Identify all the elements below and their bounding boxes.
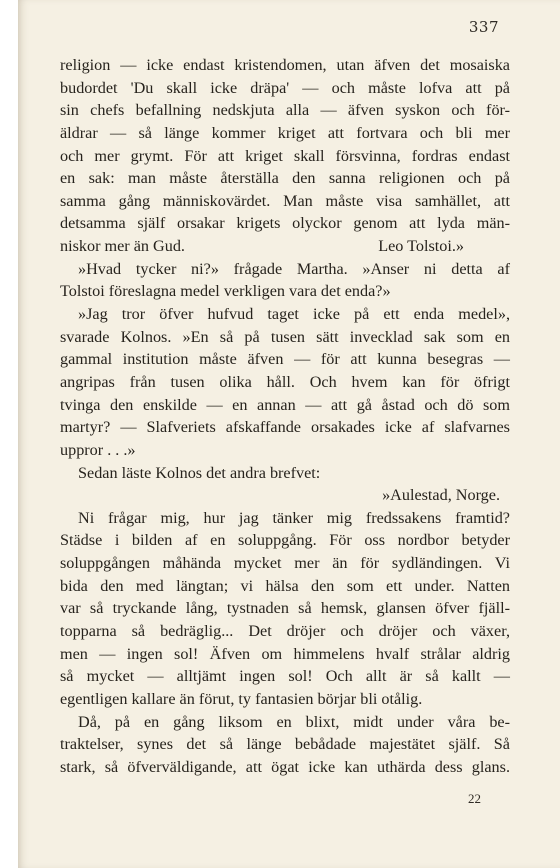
text-line: egentligen kallare än förut, ty fantasien börjar bli otålig.: [60, 689, 423, 708]
text-line: topparna så bedräglig... Det dröjer och dröjer och växer,: [60, 622, 510, 641]
text-line: bida den med längtan; vi hälsa den som ett under. Natten: [60, 576, 510, 595]
page-number: 337: [468, 18, 499, 36]
text-line: [60, 235, 510, 258]
text-line: soluppgången måhända mycket mer än för sydländingen. Vi: [60, 554, 510, 573]
line-text: niskor mer än Gud.: [60, 237, 185, 256]
text-line: var så tryckande lång, tystnaden så hemsk, glansen öfver fjäll-: [60, 599, 510, 618]
text-line: och mer grymt. För att kriget skall försvinna, fordras endast: [60, 146, 510, 165]
split-line: [60, 235, 510, 258]
text-line: äldrar — så länge kommer kriget att fortvara och bli mer: [60, 123, 510, 142]
text-line: Då, på en gång liksom en blixt, midt under våra be-: [78, 712, 510, 731]
text-line: samma gång människovärdet. Man måste visa samhället, att: [60, 191, 510, 210]
text-line: en sak: man måste återställa den sanna religionen och på: [60, 169, 510, 188]
text-line: »Jag tror öfver hufvud taget icke på ett enda medel»,: [78, 305, 510, 324]
text-line: angripas från tusen olika håll. Och hvem kan för öfrigt: [60, 372, 510, 391]
book-page: [18, 0, 560, 868]
text-line: Städse i bilden af en soluppgång. För oss nordbor betyder: [60, 531, 510, 550]
text-line: Ni frågar mig, hur jag tänker mig fredssakens framtid?: [78, 508, 510, 527]
text-line: detsamma själf orsakar krigets olyckor genom att lyda män-: [60, 214, 510, 233]
text-line: stark, så öfverväldigande, att ögat icke kan uthärda dess glans.: [60, 757, 510, 776]
text-line: men — ingen sol! Äfven om himmelens hvalf strålar aldrig: [60, 644, 510, 663]
text-line: Sedan läste Kolnos det andra brefvet:: [78, 463, 321, 482]
text-line: budordet 'Du skall icke dräpa' — och måste lofva att på: [60, 78, 510, 97]
text-line: traktelser, synes det så länge bebådade majestätet själf. Så: [60, 735, 510, 754]
text-line: uppror . . .»: [60, 440, 136, 459]
text-line: gammal institution måste äfven — för att kunna besegras —: [60, 350, 510, 369]
text-line: så mycket — alltjämt ingen sol! Och allt är så kallt —: [60, 667, 510, 686]
text-line: sin chefs befallning nedskjuta alla — äfven syskon och för-: [60, 101, 510, 120]
signature-mark: 22: [468, 791, 481, 806]
text-line: religion — icke endast kristendomen, utan äfven det mosaiska: [60, 56, 510, 74]
text-line: Tolstoi föreslagna medel verkligen vara det enda?»: [60, 282, 391, 301]
text-line: »Hvad tycker ni?» frågade Martha. »Anser ni detta af: [78, 259, 510, 278]
author-signature: Leo Tolstoi.»: [378, 237, 464, 256]
body-text: [60, 54, 510, 779]
text-line: tvinga den enskilde — en annan — att gå åstad och dö som: [60, 395, 510, 414]
text-line: »Aulestad, Norge.: [382, 486, 500, 505]
text-line: svarade Kolnos. »En så på tusen sätt invecklad sak som en: [60, 327, 510, 346]
text-line: martyr? — Slafveriets afskaffande orsakades icke af slafvarnes: [60, 418, 510, 437]
